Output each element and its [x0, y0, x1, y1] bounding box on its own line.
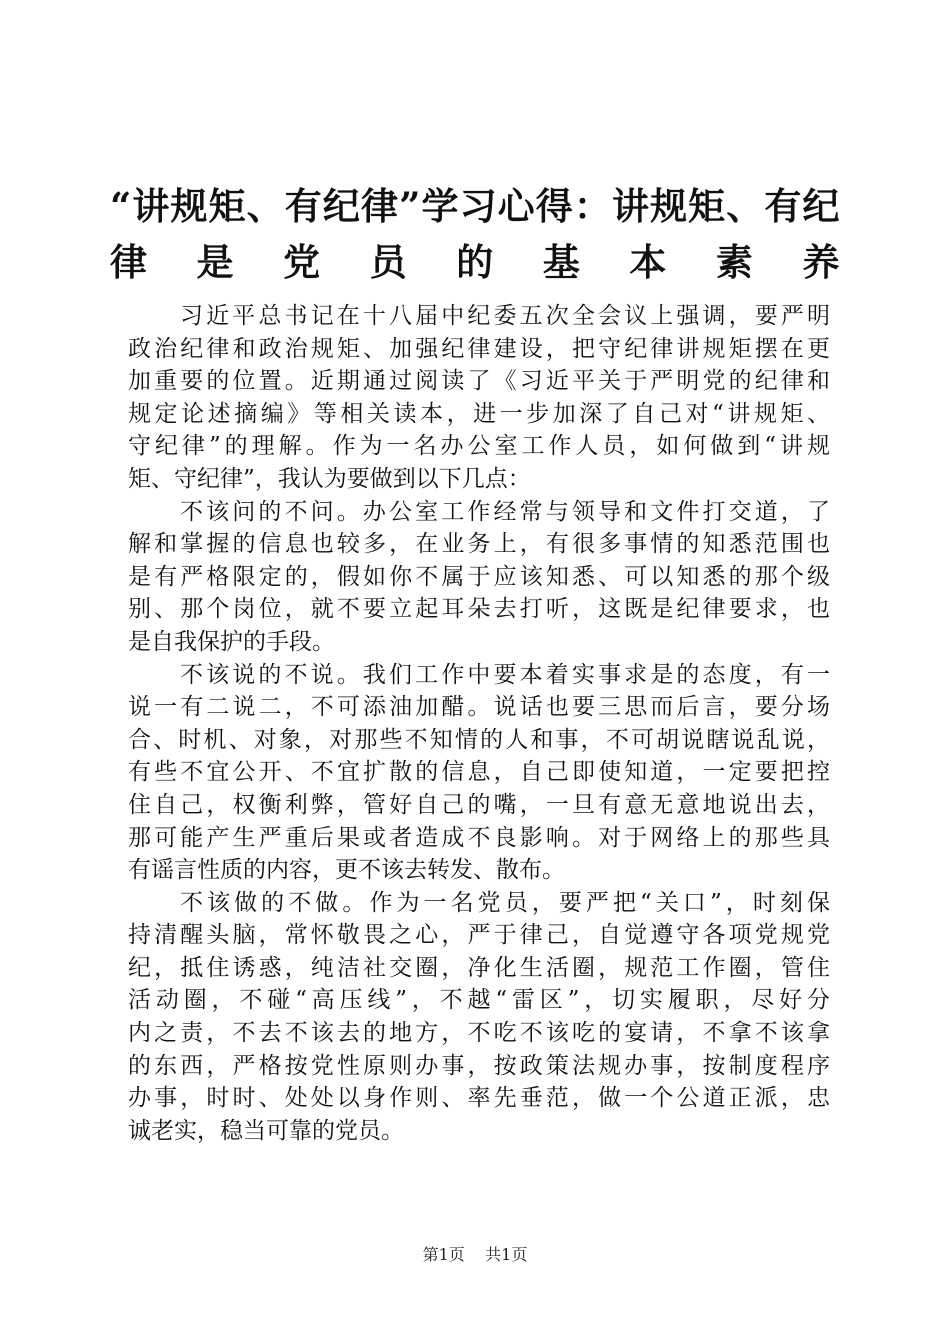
- document-title: [110, 178, 840, 290]
- text-line: 规定论述摘编》等相关读本，进一步加深了自己对“讲规矩、: [128, 400, 830, 427]
- paragraph-intro: [128, 300, 830, 496]
- text-line: 是自我保护的手段。: [128, 628, 335, 655]
- text-line: 纪，抵住诱惑，纯洁社交圈，净化生活圈，规范工作圈，管住: [128, 954, 830, 981]
- page-separator: [470, 1245, 480, 1264]
- text-line: 加重要的位置。近期通过阅读了《习近平关于严明党的纪律和: [128, 368, 830, 395]
- text-line: 活动圈，不碰“高压线”，不越“雷区”，切实履职，尽好分: [128, 987, 830, 1014]
- text-line: 合、时机、对象，对那些不知情的人和事，不可胡说瞎说乱说，: [128, 726, 830, 753]
- paragraph-dont-say: [128, 659, 830, 887]
- page-number: 第1页: [422, 1245, 465, 1264]
- page-footer: [0, 1245, 950, 1265]
- text-line: 不该说的不说。我们工作中要本着实事求是的态度，有一: [180, 661, 830, 688]
- text-line: 矩、守纪律”，我认为要做到以下几点：: [128, 465, 531, 492]
- text-line: 有些不宜公开、不宜扩散的信息，自己即使知道，一定要把控: [128, 759, 830, 786]
- text-line: 内之责，不去不该去的地方，不吃不该吃的宴请，不拿不该拿: [128, 1020, 830, 1047]
- text-line: 是有严格限定的，假如你不属于应该知悉、可以知悉的那个级: [128, 563, 830, 590]
- text-line: 那可能产生严重后果或者造成不良影响。对于网络上的那些具: [128, 824, 830, 851]
- text-line: 解和掌握的信息也较多，在业务上，有很多事情的知悉范围也: [128, 531, 830, 558]
- text-line: 有谣言性质的内容，更不该去转发、散布。: [128, 857, 565, 884]
- text-line: 诚老实，稳当可靠的党员。: [128, 1117, 404, 1144]
- title-line: 律是党员的基本素养: [110, 240, 840, 284]
- page-total: 共1页: [485, 1245, 528, 1264]
- paragraph-dont-do: [128, 887, 830, 1148]
- text-line: 不该做的不做。作为一名党员，要严把“关口”，时刻保: [180, 889, 830, 916]
- text-line: 说一有二说二，不可添油加醋。说话也要三思而后言，要分场: [128, 694, 830, 721]
- text-line: 不该问的不问。办公室工作经常与领导和文件打交道，了: [180, 498, 830, 525]
- text-line: 守纪律”的理解。作为一名办公室工作人员，如何做到“讲规: [128, 433, 830, 460]
- text-line: 持清醒头脑，常怀敬畏之心，严于律己，自觉遵守各项党规党: [128, 922, 830, 949]
- text-line: 的东西，严格按党性原则办事，按政策法规办事，按制度程序: [128, 1052, 830, 1079]
- text-line: 办事，时时、处处以身作则、率先垂范，做一个公道正派，忠: [128, 1085, 830, 1112]
- text-line: 习近平总书记在十八届中纪委五次全会议上强调，要严明: [180, 303, 830, 329]
- text-line: 别、那个岗位，就不要立起耳朵去打听，这既是纪律要求，也: [128, 596, 830, 623]
- title-line: “讲规矩、有纪律”学习心得：讲规矩、有纪: [110, 184, 840, 228]
- text-line: 住自己，权衡利弊，管好自己的嘴，一旦有意无意地说出去，: [128, 791, 830, 818]
- document-body: [128, 300, 830, 1147]
- paragraph-dont-ask: [128, 496, 830, 659]
- text-line: 政治纪律和政治规矩、加强纪律建设，把守纪律讲规矩摆在更: [128, 335, 830, 362]
